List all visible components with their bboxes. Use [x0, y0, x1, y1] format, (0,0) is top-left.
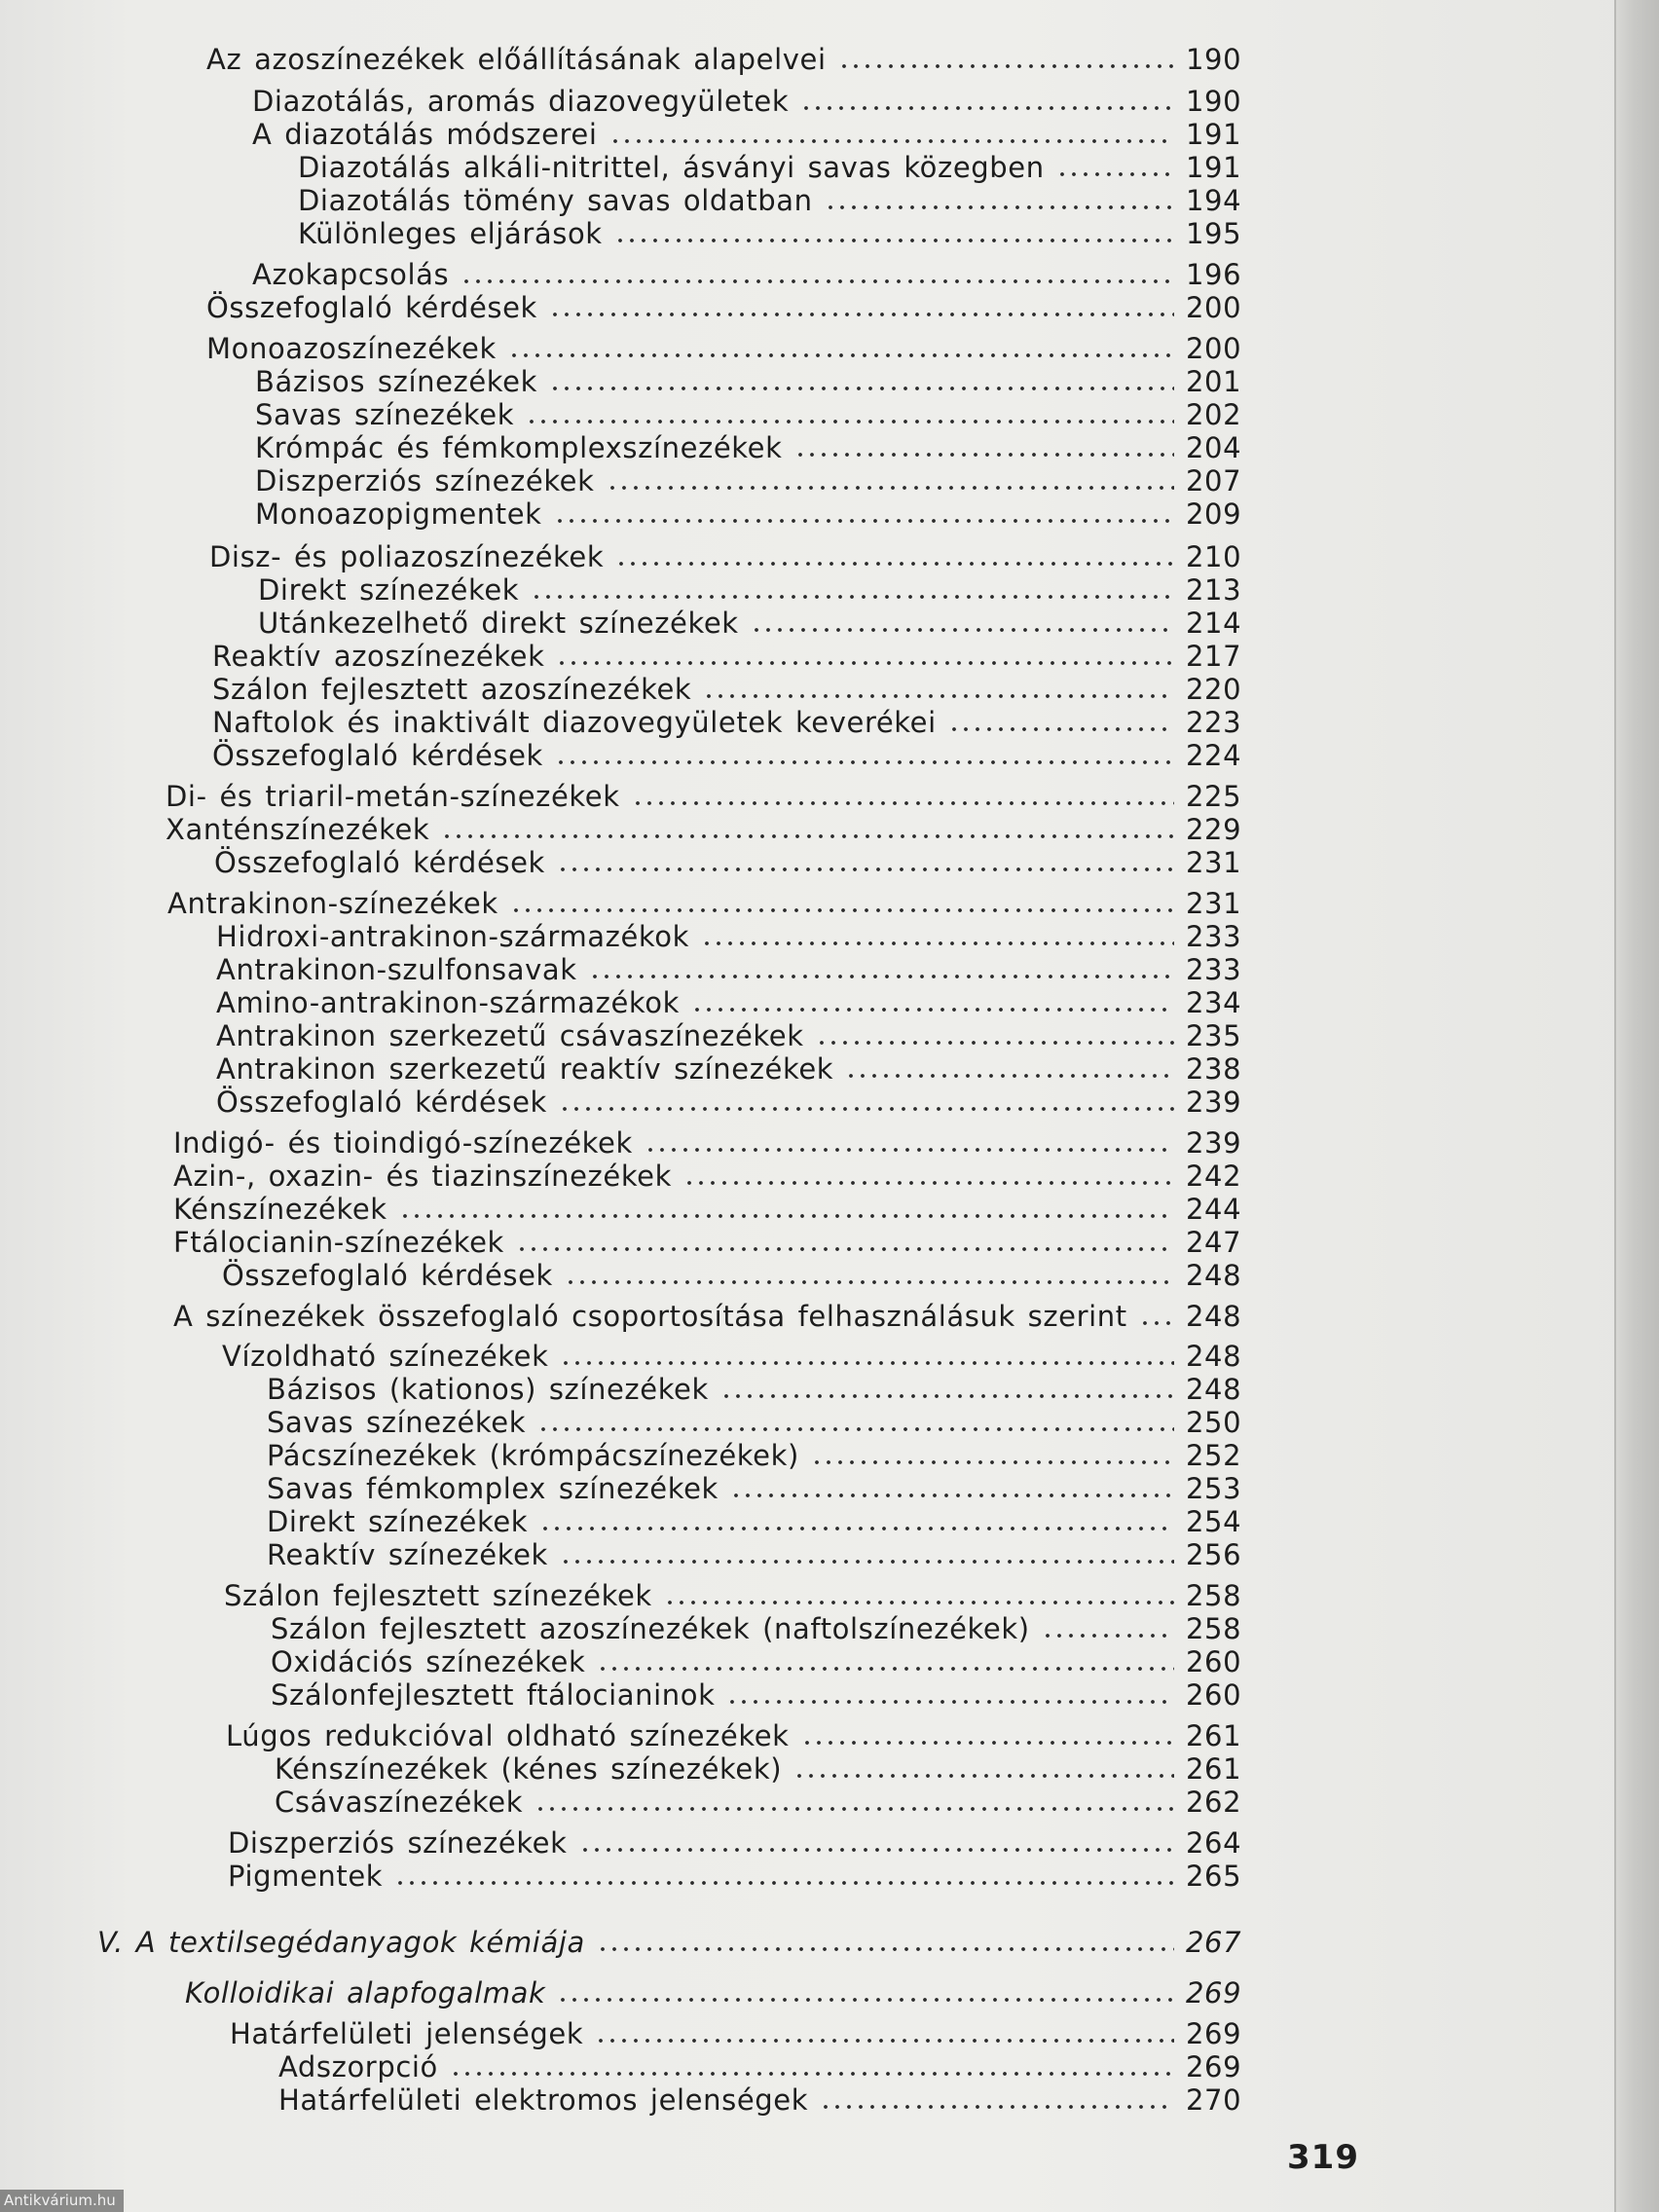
toc-entry-page: 242 [1186, 1160, 1242, 1193]
dot-leader [597, 1946, 1174, 1952]
toc-entry-page: 196 [1186, 258, 1242, 291]
toc-entry-page: 191 [1186, 118, 1242, 151]
toc-entry-page: 258 [1186, 1579, 1242, 1612]
toc-entry [216, 953, 1240, 986]
toc-entry-page: 248 [1186, 1340, 1242, 1373]
toc-entry-page: 235 [1186, 1019, 1242, 1052]
toc-entry [167, 887, 1240, 920]
toc-entry-page: 261 [1186, 1752, 1242, 1786]
toc-entry-page: 244 [1186, 1193, 1242, 1226]
dot-leader [800, 105, 1174, 111]
toc-entry-title: Direkt színezékek [258, 573, 520, 607]
dot-leader [535, 1806, 1174, 1812]
toc-entry [173, 1300, 1240, 1333]
dot-leader [549, 386, 1174, 391]
dot-leader [609, 138, 1174, 144]
dot-leader [549, 312, 1174, 317]
dot-leader [539, 1526, 1174, 1531]
toc-entry [252, 85, 1240, 118]
toc-entry-page: 248 [1186, 1373, 1242, 1406]
toc-entry-page: 269 [1186, 2017, 1242, 2050]
toc-entry-page: 194 [1186, 184, 1242, 217]
toc-entry-page: 269 [1186, 1976, 1242, 2009]
toc-entry-page: 270 [1186, 2083, 1242, 2117]
toc-entry [212, 739, 1240, 772]
toc-entry-page: 260 [1186, 1645, 1242, 1678]
toc-entry-page: 250 [1186, 1406, 1242, 1439]
toc-entry-title: Határfelületi jelenségek [230, 2017, 584, 2050]
dot-leader [664, 1600, 1174, 1605]
toc-entry-title: Kénszínezékek [173, 1193, 387, 1226]
toc-entry [173, 1226, 1240, 1259]
dot-leader [645, 1147, 1174, 1153]
toc-entry-title: Antrakinon szerkezetű reaktív színezékek [216, 1052, 834, 1086]
toc-entry-title: Kénszínezékek (kénes színezékek) [275, 1752, 783, 1786]
toc-entry-page: 256 [1186, 1538, 1242, 1571]
toc-entry [255, 498, 1240, 531]
toc-entry [275, 1786, 1240, 1819]
toc-entry [173, 1126, 1240, 1160]
dot-leader [394, 1880, 1174, 1886]
dot-leader [820, 2104, 1174, 2110]
dot-leader [793, 1773, 1174, 1779]
dot-leader [825, 204, 1174, 210]
dot-leader [720, 1393, 1174, 1399]
toc-entry-page: 229 [1186, 813, 1242, 846]
toc-entry-page: 209 [1186, 498, 1242, 531]
toc-entry-page: 269 [1186, 2050, 1242, 2083]
toc-entry-page: 239 [1186, 1126, 1242, 1160]
toc-entry [214, 846, 1240, 879]
dot-leader [557, 866, 1174, 872]
dot-leader [508, 352, 1174, 358]
toc-entry-title: Szálon fejlesztett azoszínezékek (naftolszínezékek) [271, 1612, 1030, 1645]
toc-entry-title: Különleges eljárások [298, 217, 603, 250]
toc-entry [255, 365, 1240, 398]
toc-entry [298, 184, 1240, 217]
toc-entry [267, 1439, 1240, 1472]
toc-entry-title: Reaktív színezékek [267, 1538, 548, 1571]
toc-entry [252, 258, 1240, 291]
dot-leader [559, 1106, 1174, 1112]
toc-entry [212, 640, 1240, 673]
toc-entry-page: 204 [1186, 431, 1242, 464]
toc-entry [228, 1860, 1240, 1893]
toc-entry-title: Disz- és poliazoszínezékek [209, 540, 605, 573]
toc-entry-title: Hidroxi-antrakinon-származékok [216, 920, 690, 953]
dot-leader [441, 833, 1174, 839]
toc-entry-page: 191 [1186, 151, 1242, 184]
dot-leader [554, 518, 1174, 524]
toc-entry-title: Bázisos színezékek [255, 365, 537, 398]
dot-leader [557, 1997, 1174, 2003]
toc-entry-page: 267 [1186, 1926, 1242, 1959]
toc-entry [271, 1678, 1240, 1712]
toc-entry [255, 464, 1240, 498]
toc-entry [230, 2017, 1240, 2050]
dot-leader [560, 1559, 1174, 1565]
toc-entry-page: 202 [1186, 398, 1242, 431]
toc-entry-page: 190 [1186, 85, 1242, 118]
toc-entry-title: Oxidációs színezékek [271, 1645, 586, 1678]
toc-entry-title: Ftálocianin-színezékek [173, 1226, 504, 1259]
toc-entry [258, 607, 1240, 640]
toc-entry-page: 248 [1186, 1259, 1242, 1292]
toc-entry [271, 1645, 1240, 1678]
dot-leader [948, 726, 1174, 732]
toc-entry [185, 1976, 1240, 2009]
toc-entry-page: 248 [1186, 1300, 1242, 1333]
toc-entry-page: 265 [1186, 1860, 1242, 1893]
toc-entry-page: 233 [1186, 953, 1242, 986]
toc-entry-title: Direkt színezékek [267, 1505, 529, 1538]
dot-leader [615, 561, 1174, 567]
toc-entry-title: Összefoglaló kérdések [214, 846, 545, 879]
toc-entry-title: Összefoglaló kérdések [216, 1086, 547, 1119]
toc-entry-title: Diszperziós színezékek [255, 464, 595, 498]
toc-entry-title: Savas színezékek [255, 398, 515, 431]
toc-entry-title: A diazotálás módszerei [252, 118, 598, 151]
toc-entry-page: 252 [1186, 1439, 1242, 1472]
toc-entry-page: 247 [1186, 1226, 1242, 1259]
dot-leader [1042, 1633, 1174, 1639]
toc-entry-title: Reaktív azoszínezékek [212, 640, 545, 673]
dot-leader [556, 660, 1174, 666]
toc-entry [278, 2050, 1240, 2083]
dot-leader [595, 2038, 1174, 2044]
toc-entry [224, 1579, 1240, 1612]
toc-entry-title: Azin-, oxazin- és tiazinszínezékek [173, 1160, 673, 1193]
dot-leader [726, 1699, 1174, 1705]
toc-entry-title: Diazotálás, aromás diazovegyületek [252, 85, 790, 118]
toc-entry-title: Határfelületi elektromos jelenségek [278, 2083, 809, 2117]
toc-entry-title: Az azoszínezékek előállításának alapelvei [206, 43, 827, 76]
toc-entry-title: Kolloidikai alapfogalmak [185, 1976, 546, 2009]
dot-leader [701, 940, 1174, 946]
toc-entry-page: 195 [1186, 217, 1242, 250]
toc-entry-title: Összefoglaló kérdések [222, 1259, 553, 1292]
toc-entry [255, 398, 1240, 431]
dot-leader [691, 1007, 1174, 1013]
dot-leader [510, 907, 1174, 913]
toc-entry-page: 233 [1186, 920, 1242, 953]
toc-entry [252, 118, 1240, 151]
dot-leader [560, 1360, 1174, 1366]
toc-entry-title: Csávaszínezékek [275, 1786, 524, 1819]
toc-entry-title: Pácszínezékek (krómpácszínezékek) [267, 1439, 799, 1472]
toc-entry-page: 201 [1186, 365, 1242, 398]
toc-entry [258, 573, 1240, 607]
toc-entry-title: Vízoldható színezékek [222, 1340, 549, 1373]
toc-entry-title: Diazotálás tömény savas oldatban [298, 184, 813, 217]
dot-leader [537, 1426, 1174, 1432]
toc-entry-title: V. A textilsegédanyagok kémiája [97, 1926, 585, 1959]
toc-entry [212, 673, 1240, 706]
dot-leader [516, 1246, 1174, 1252]
dot-leader [730, 1493, 1174, 1498]
toc-entry-title: Szálonfejlesztett ftálocianinok [271, 1678, 716, 1712]
toc-entry-page: 213 [1186, 573, 1242, 607]
dot-leader [801, 1740, 1174, 1746]
toc-entry-title: Di- és triaril-metán-színezékek [166, 780, 620, 813]
dot-leader [555, 759, 1174, 765]
toc-entry [166, 780, 1240, 813]
toc-entry-title: Xanténszínezékek [166, 813, 430, 846]
toc-entry-title: Összefoglaló kérdések [206, 291, 537, 324]
toc-entry-title: Krómpác és fémkomplexszínezékek [255, 431, 783, 464]
toc-entry [298, 217, 1240, 250]
toc-entry [216, 1052, 1240, 1086]
toc-entry [166, 813, 1240, 846]
toc-entry-page: 258 [1186, 1612, 1242, 1645]
dot-leader [811, 1459, 1174, 1465]
dot-leader [461, 278, 1174, 284]
toc-entry-title: Savas színezékek [267, 1406, 527, 1439]
toc-entry [173, 1160, 1240, 1193]
toc-entry-title: Amino-antrakinon-származékok [216, 986, 680, 1019]
dot-leader [816, 1040, 1174, 1046]
toc-entry-title: Diszperziós színezékek [228, 1826, 568, 1860]
toc-entry-page: 239 [1186, 1086, 1242, 1119]
toc-entry-title: Pigmentek [228, 1860, 384, 1893]
toc-entry-title: Monoazopigmentek [255, 498, 542, 531]
toc-entry-title: Antrakinon-szulfonsavak [216, 953, 577, 986]
toc-entry-page: 210 [1186, 540, 1242, 573]
toc-entry-page: 254 [1186, 1505, 1242, 1538]
toc-entry [298, 151, 1240, 184]
page-number: 319 [1287, 2138, 1359, 2177]
dot-leader [450, 2071, 1174, 2077]
toc-entry-page: 223 [1186, 706, 1242, 739]
dot-leader [597, 1666, 1174, 1672]
toc-entry-title: Antrakinon-színezékek [167, 887, 498, 920]
toc-entry [278, 2083, 1240, 2117]
toc-entry-title: Szálon fejlesztett színezékek [224, 1579, 652, 1612]
toc-entry-title: Azokapcsolás [252, 258, 450, 291]
toc-entry-title: Antrakinon szerkezetű csávaszínezékek [216, 1019, 804, 1052]
dot-leader [1139, 1320, 1174, 1326]
toc-entry [216, 1019, 1240, 1052]
toc-entry-page: 207 [1186, 464, 1242, 498]
toc-entry [271, 1612, 1240, 1645]
toc-entry [212, 706, 1240, 739]
toc-entry-page: 238 [1186, 1052, 1242, 1086]
toc-entry-title: Lúgos redukcióval oldható színezékek [226, 1719, 790, 1752]
dot-leader [531, 594, 1174, 600]
toc-entry-title: Indigó- és tioindigó-színezékek [173, 1126, 633, 1160]
toc-entry-page: 231 [1186, 887, 1242, 920]
toc-entry-title: Utánkezelhető direkt színezékek [258, 607, 739, 640]
dot-leader [632, 800, 1174, 806]
dot-leader [607, 485, 1174, 491]
toc-entry-title: Naftolok és inaktivált diazovegyületek keverékei [212, 706, 937, 739]
dot-leader [794, 452, 1175, 458]
dot-leader [751, 627, 1174, 633]
toc-entry-page: 225 [1186, 780, 1242, 813]
dot-leader [399, 1213, 1174, 1219]
dot-leader [565, 1279, 1174, 1285]
toc-entry-page: 260 [1186, 1678, 1242, 1712]
toc-entry-page: 264 [1186, 1826, 1242, 1860]
toc-entry [216, 1086, 1240, 1119]
toc-entry-page: 217 [1186, 640, 1242, 673]
toc-entry-page: 262 [1186, 1786, 1242, 1819]
toc-entry-title: Összefoglaló kérdések [212, 739, 543, 772]
toc-entry-page: 200 [1186, 332, 1242, 365]
toc-entry [222, 1340, 1240, 1373]
toc-entry [206, 332, 1240, 365]
toc-entry-page: 231 [1186, 846, 1242, 879]
toc-entry-title: Diazotálás alkáli-nitrittel, ásványi savas közegben [298, 151, 1045, 184]
toc-entry [206, 291, 1240, 324]
toc-entry [267, 1373, 1240, 1406]
toc-entry [97, 1926, 1240, 1959]
toc-entry-page: 234 [1186, 986, 1242, 1019]
toc-entry-page: 220 [1186, 673, 1242, 706]
toc-entry-title: Szálon fejlesztett azoszínezékek [212, 673, 692, 706]
toc-entry [275, 1752, 1240, 1786]
toc-entry-title: Adszorpció [278, 2050, 438, 2083]
dot-leader [589, 974, 1174, 979]
toc-entry-title: Monoazoszínezékek [206, 332, 497, 365]
toc-entry [173, 1193, 1240, 1226]
toc-entry [228, 1826, 1240, 1860]
dot-leader [838, 63, 1174, 69]
toc-entry [267, 1538, 1240, 1571]
toc-entry-page: 224 [1186, 739, 1242, 772]
toc-entry [206, 43, 1240, 76]
toc-entry-page: 200 [1186, 291, 1242, 324]
toc-entry [222, 1259, 1240, 1292]
toc-entry-page: 253 [1186, 1472, 1242, 1505]
dot-leader [703, 693, 1174, 699]
toc-entry [216, 986, 1240, 1019]
toc-entry [267, 1472, 1240, 1505]
toc-entry-page: 261 [1186, 1719, 1242, 1752]
dot-leader [526, 419, 1174, 424]
toc-entry [255, 431, 1240, 464]
toc-entry [267, 1505, 1240, 1538]
watermark: Antikvárium.hu [0, 2190, 124, 2212]
dot-leader [845, 1073, 1174, 1079]
dot-leader [683, 1180, 1174, 1186]
dot-leader [579, 1847, 1174, 1853]
toc-entry-title: Bázisos (kationos) színezékek [267, 1373, 709, 1406]
toc-entry [209, 540, 1240, 573]
toc-entry [267, 1406, 1240, 1439]
toc-entry [226, 1719, 1240, 1752]
toc-entry [216, 920, 1240, 953]
toc-entry-title: Savas fémkomplex színezékek [267, 1472, 719, 1505]
toc-entry-page: 214 [1186, 607, 1242, 640]
toc-entry-page: 190 [1186, 43, 1242, 76]
dot-leader [1056, 171, 1174, 177]
dot-leader [614, 238, 1174, 243]
toc-entry-title: A színezékek összefoglaló csoportosítása felhasználásuk szerint [173, 1300, 1127, 1333]
